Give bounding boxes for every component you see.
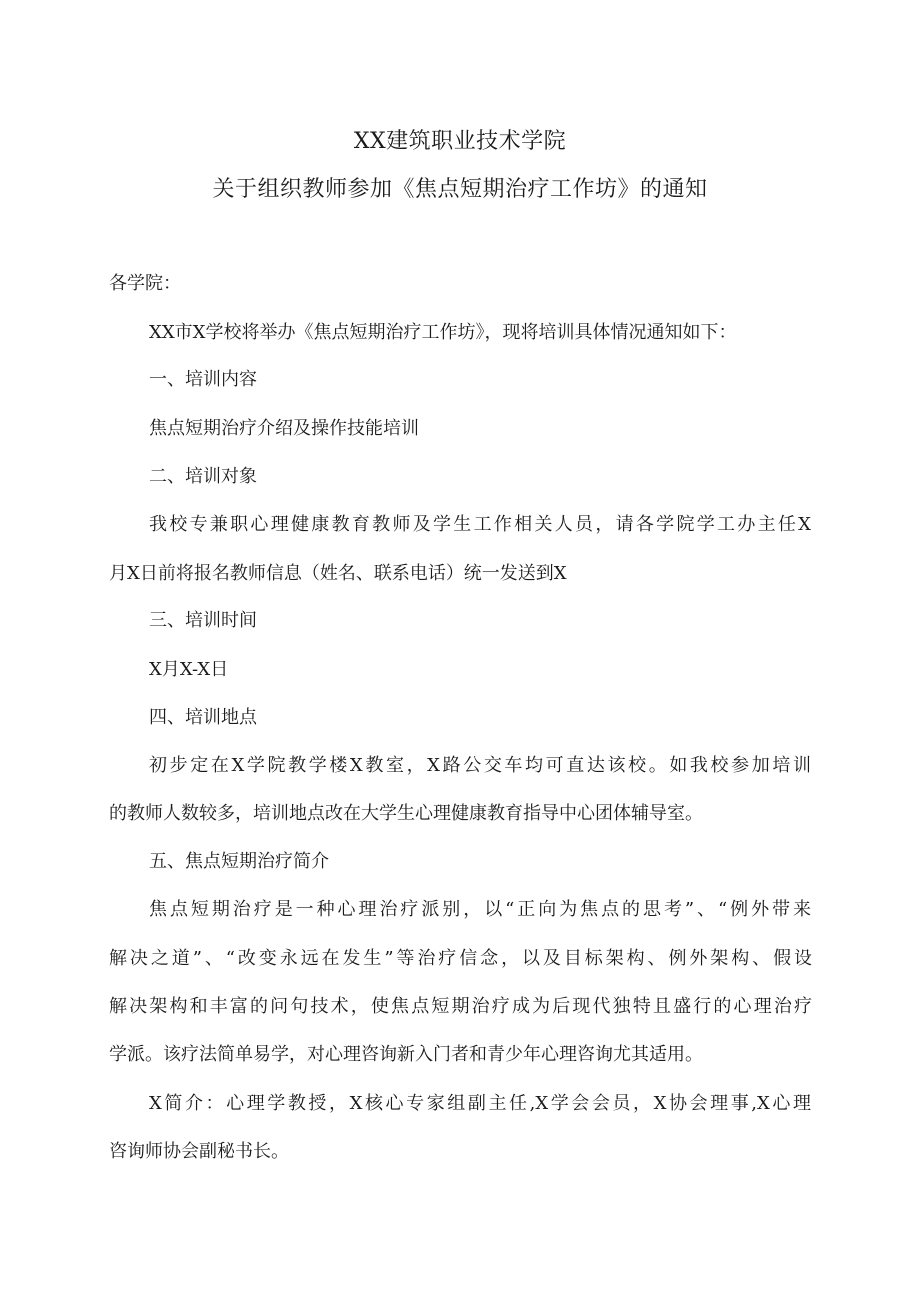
salutation: 各学院： <box>109 273 181 294</box>
section-text-sfbt-line: 解决之道”、“改变永远在发生”等治疗信念，以及目标架构、例外架构、假设 <box>109 948 812 969</box>
section-heading-content: 一、培训内容 <box>149 369 257 390</box>
section-text-sfbt-line: 焦点短期治疗是一种心理治疗派别，以“正向为焦点的思考”、“例外带来 <box>149 899 811 920</box>
document-title-notice: 关于组织教师参加《焦点短期治疗工作坊》的通知 <box>212 177 708 202</box>
section-heading-audience: 二、培训对象 <box>149 466 257 487</box>
section-heading-sfbt-intro: 五、焦点短期治疗简介 <box>149 851 329 872</box>
section-text-location-line: 的教师人数较多，培训地点改在大学生心理健康教育指导中心团体辅导室。 <box>109 803 703 824</box>
section-text-audience-line: 月X日前将报名教师信息（姓名、联系电话）统一发送到X <box>109 563 567 584</box>
section-text-location-line: 初步定在X学院教学楼X教室，X路公交车均可直达该校。如我校参加培训 <box>149 755 811 776</box>
bio-line: 咨询师协会副秘书长。 <box>109 1141 289 1162</box>
section-heading-location: 四、培训地点 <box>149 707 257 728</box>
section-text-sfbt-line: 学派。该疗法简单易学，对心理咨询新入门者和青少年心理咨询尤其适用。 <box>109 1044 703 1065</box>
section-heading-time: 三、培训时间 <box>149 610 257 631</box>
section-text-audience-line: 我校专兼职心理健康教育教师及学生工作相关人员，请各学院学工办主任X <box>149 514 811 535</box>
section-text-time: X月X-X日 <box>149 659 229 680</box>
bio-line: X简介：心理学教授，X核心专家组副主任,X学会会员，X协会理事,X心理 <box>149 1093 811 1114</box>
section-text-content: 焦点短期治疗介绍及操作技能培训 <box>149 418 419 439</box>
section-text-sfbt-line: 解决架构和丰富的问句技术，使焦点短期治疗成为后现代独特且盛行的心理治疗 <box>109 996 812 1017</box>
document-title-school: XX建筑职业技术学院 <box>353 129 567 154</box>
intro-paragraph: XX市X学校将举办《焦点短期治疗工作坊》，现将培训具体情况通知如下： <box>149 322 737 343</box>
